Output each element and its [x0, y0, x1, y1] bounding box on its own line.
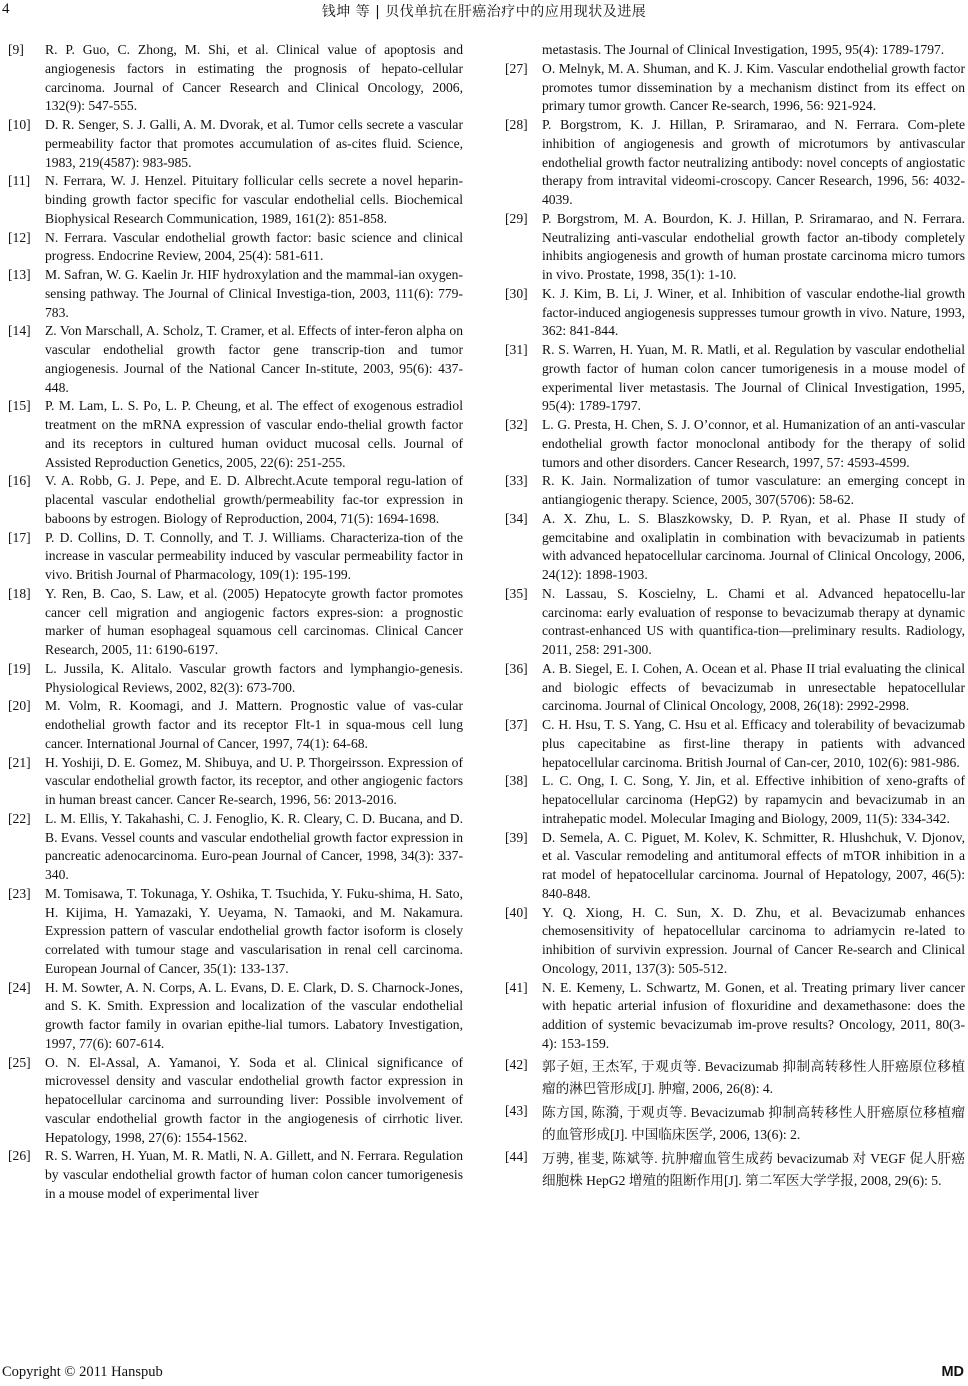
reference-number: [33]	[505, 473, 528, 489]
reference-number: [29]	[505, 210, 528, 226]
reference-item	[8, 229, 463, 267]
reference-number: [38]	[505, 773, 528, 789]
reference-item	[8, 660, 463, 698]
reference-text: K. J. Kim, B. Li, J. Winer, et al. Inhibition of vascular endothe-lial growth factor-induced angiogenesis suppresses tumour growth in vivo. Nature, 1993, 362: 841-844.	[542, 285, 965, 339]
reference-number: [43]	[505, 1102, 528, 1118]
reference-number: [15]	[8, 398, 31, 414]
reference-text: H. M. Sowter, A. N. Corps, A. L. Evans, D. E. Clark, D. S. Charnock-Jones, and S. K. Smith. Expression and localization of the vascular endothelial growth factor family in ovarian epithe-lial tumors. Labatory Investigation, 1997, 77(6): 607-614.	[45, 979, 463, 1051]
reference-item	[8, 697, 463, 753]
reference-text: H. Yoshiji, D. E. Gomez, M. Shibuya, and U. P. Thorgeirsson. Expression of vascular endothelial growth factor, its receptor, and other angiogenic factors in human breast cancer. Cancer Re-search, 1996, 56: 2013-2016.	[45, 754, 463, 807]
reference-item	[505, 716, 965, 772]
reference-number: [9]	[8, 42, 24, 57]
reference-text: P. M. Lam, L. S. Po, L. P. Cheung, et al. The effect of exogenous estradiol treatment on the mRNA expression of vascular endo-thelial growth factor and its receptors in cultured human oviduct mucosal cells. Journal of Assisted Reproduction Genetics, 2005, 22(6): 251-255.	[45, 398, 463, 470]
references-right-column	[505, 41, 965, 1192]
reference-text: metastasis. The Journal of Clinical Investigation, 1995, 95(4): 1789-1797.	[542, 42, 945, 57]
reference-item	[505, 1102, 965, 1146]
reference-number: [16]	[8, 473, 31, 489]
reference-number: [22]	[8, 810, 31, 826]
reference-text: Y. Q. Xiong, H. C. Sun, X. D. Zhu, et al. Bevacizumab enhances chemosensitivity of hepatocellular carcinoma to adriamycin re-lated to inhibition of survivin expression. Journal of Cancer Re-search and Clinical Oncology, 2011, 137(3): 505-512.	[542, 904, 965, 976]
reference-text: L. G. Presta, H. Chen, S. J. O’connor, et al. Humanization of an anti-vascular endothelial growth factor monoclonal antibody for the therapy of solid tumors and other disorders. Cancer Research, 1997, 57: 4593-4599.	[542, 417, 965, 470]
reference-number: [18]	[8, 585, 31, 601]
reference-text: M. Tomisawa, T. Tokunaga, Y. Oshika, T. Tsuchida, Y. Fuku-shima, H. Sato, H. Kijima, H. Yamazaki, Y. Ueyama, N. Tamaoki, and M. Nakamura. Expression pattern of vascular endothelial growth factor isoform is closely correlated with tumour stage and vascularisation in renal cell carcinoma. European Journal of Cancer, 35(1): 133-137.	[45, 885, 463, 976]
reference-item	[8, 979, 463, 1054]
reference-text: Y. Ren, B. Cao, S. Law, et al. (2005) Hepatocyte growth factor promotes cancer cell migration and angiogenic factors expres-sion: a prognostic marker of human esophageal squamous cell carcinomas. Clinical Cancer Research, 2005, 11: 6190-6197.	[45, 585, 463, 657]
reference-text: D. R. Senger, S. J. Galli, A. M. Dvorak, et al. Tumor cells secrete a vascular permeability factor that promotes accumulation of as-cites fluid. Science, 1983, 219(4587): 983-985.	[45, 117, 463, 170]
reference-number: [17]	[8, 529, 31, 545]
reference-item	[505, 472, 965, 510]
reference-text: P. Borgstrom, M. A. Bourdon, K. J. Hillan, P. Sriramarao, and N. Ferrara. Neutralizing anti-vascular endothelial growth factor an-tibody completely inhibits angiogenesis and growth of human prostate carcinoma micro tumors in vivo. Prostate, 1998, 35(1): 1-10.	[542, 210, 965, 282]
reference-text: N. Lassau, S. Koscielny, L. Chami et al. Advanced hepatocellu-lar carcinoma: early evaluation of response to bevacizumab therapy at dynamic contrast-enhanced US with quantifica-tion—preliminary results. Radiology, 2011, 258: 291-300.	[542, 585, 965, 657]
reference-item	[505, 210, 965, 285]
reference-item	[8, 1147, 463, 1203]
publisher-logo: MD	[941, 1364, 964, 1380]
reference-item	[505, 510, 965, 585]
reference-text: R. S. Warren, H. Yuan, M. R. Matli, et al. Regulation by vascular endothelial growth factor of human colon cancer tumorigenesis in a mouse model of experimental liver metastasis. The Journal of Clinical Investigation, 1995, 95(4): 1789-1797.	[542, 342, 965, 414]
reference-item	[8, 116, 463, 172]
reference-number: [34]	[505, 510, 528, 526]
reference-item	[8, 397, 463, 472]
running-title: 钱坤 等 | 贝伐单抗在肝癌治疗中的应用现状及进展	[321, 4, 647, 20]
reference-number: [32]	[505, 417, 528, 432]
reference-item	[8, 810, 463, 885]
reference-item	[8, 41, 463, 116]
reference-text: 郭子姮, 王杰军, 于观贞等. Bevacizumab 抑制高转移性人肝癌原位移植瘤的淋巴管形成[J]. 肿瘤, 2006, 26(8): 4.	[542, 1058, 965, 1096]
page-header	[0, 0, 968, 24]
reference-text: O. N. El-Assal, A. Yamanoi, Y. Soda et al. Clinical significance of microvessel density and vascular endothelial growth factor expression in hepatocellular carcinoma and surrounding liver: Possible involvement of vascular endothelial growth factor in the angiogenesis of cirrhotic liver. Hepatology, 1998, 27(6): 1554-1562.	[45, 1054, 463, 1145]
reference-item	[505, 41, 965, 60]
reference-number: [42]	[505, 1056, 528, 1072]
reference-item	[8, 885, 463, 979]
reference-number: [21]	[8, 754, 31, 770]
reference-text: L. M. Ellis, Y. Takahashi, C. J. Fenoglio, K. R. Cleary, C. D. Bucana, and D. B. Evans. Vessel counts and vascular endothelial growth factor expression in pancreatic adenocarcinoma. Euro-pean Journal of Cancer, 1998, 34(3): 337-340.	[45, 810, 463, 882]
reference-number: [19]	[8, 660, 31, 676]
reference-number: [24]	[8, 979, 31, 995]
reference-text: Z. Von Marschall, A. Scholz, T. Cramer, et al. Effects of inter-feron alpha on vascular endothelial growth factor gene transcrip-tion and tumor angiogenesis. Journal of the National Cancer In-stitute, 2003, 95(6): 437-448.	[45, 323, 463, 395]
reference-item	[505, 979, 965, 1054]
reference-item	[505, 772, 965, 828]
reference-number: [44]	[505, 1148, 528, 1164]
reference-number: [30]	[505, 285, 528, 301]
reference-number: [27]	[505, 60, 528, 76]
reference-item	[505, 660, 965, 716]
reference-number: [37]	[505, 717, 528, 732]
reference-number: [40]	[505, 904, 528, 920]
reference-number: [35]	[505, 585, 528, 601]
reference-item	[505, 416, 965, 472]
reference-number: [20]	[8, 698, 31, 714]
reference-text: P. Borgstrom, K. J. Hillan, P. Sriramarao, and N. Ferrara. Com-plete inhibition of angiogenesis and growth of microtumors by antivascular endothelial growth factor neutralizing antibody: novel concepts of angiostatic therapy from intravital videomi-croscopy. Cancer Research, 1996, 56: 4032-4039.	[542, 117, 965, 207]
reference-item	[8, 172, 463, 228]
reference-item	[505, 116, 965, 210]
reference-number: [23]	[8, 885, 31, 901]
reference-number: [11]	[8, 173, 31, 189]
reference-number: [28]	[505, 117, 528, 132]
reference-item	[8, 585, 463, 660]
page-number: 4	[2, 1, 10, 17]
reference-text: D. Semela, A. C. Piguet, M. Kolev, K. Schmitter, R. Hlushchuk, V. Djonov, et al. Vascular remodeling and antitumoral effects of mTOR inhibition in a rat model of hepatocellular carcinoma. Journal of Hepatology, 2007, 46(5): 840-848.	[542, 829, 965, 901]
reference-item	[505, 1148, 965, 1192]
reference-text: N. Ferrara, W. J. Henzel. Pituitary follicular cells secrete a novel heparin-binding growth factor specific for vascular endothelial cells. Biochemical Biophysical Research Communication, 1989, 161(2): 851-858.	[45, 173, 463, 226]
reference-text: O. Melnyk, M. A. Shuman, and K. J. Kim. Vascular endothelial growth factor promotes tumor dissemination by a mechanism distinct from its effect on primary tumor growth. Cancer Re-search, 1996, 56: 921-924.	[542, 60, 965, 114]
reference-text: L. Jussila, K. Alitalo. Vascular growth factors and lymphangio-genesis. Physiological Reviews, 2002, 82(3): 673-700.	[45, 660, 463, 695]
reference-text: C. H. Hsu, T. S. Yang, C. Hsu et al. Efficacy and tolerability of bevacizumab plus capecitabine as first-line therapy in patients with advanced hepatocellular carcinoma. British Journal of Can-cer, 2010, 102(6): 981-986.	[542, 717, 965, 770]
reference-item	[8, 266, 463, 322]
reference-text: 陈方国, 陈漪, 于观贞等. Bevacizumab 抑制高转移性人肝癌原位移植瘤的血管形成[J]. 中国临床医学, 2006, 13(6): 2.	[542, 1104, 965, 1142]
reference-item	[8, 472, 463, 528]
reference-text: N. Ferrara. Vascular endothelial growth factor: basic science and clinical progress. Endocrine Review, 2004, 25(4): 581-611.	[45, 229, 463, 264]
reference-item	[505, 904, 965, 979]
reference-item	[505, 285, 965, 341]
reference-number: [12]	[8, 229, 31, 245]
reference-item	[505, 585, 965, 660]
reference-text: R. K. Jain. Normalization of tumor vasculature: an emerging concept in antiangiogenic therapy. Science, 2005, 307(5706): 58-62.	[542, 473, 965, 507]
reference-item	[505, 1056, 965, 1100]
reference-text: R. S. Warren, H. Yuan, M. R. Matli, N. A. Gillett, and N. Ferrara. Regulation by vascular endothelial growth factor of human colon cancer tumorigenesis in a mouse model of experimental liver	[45, 1148, 463, 1201]
reference-text: A. B. Siegel, E. I. Cohen, A. Ocean et al. Phase II trial evaluating the clinical and biologic effects of bevacizumab in unresectable hepatocellular carcinoma. Journal of Clinical Oncology, 2008, 26(18): 2992-2998.	[542, 660, 965, 714]
reference-text: M. Safran, W. G. Kaelin Jr. HIF hydroxylation and the mammal-ian oxygen-sensing pathway. The Journal of Clinical Investiga-tion, 2003, 111(6): 779-783.	[45, 267, 463, 320]
reference-item	[505, 60, 965, 116]
reference-number: [31]	[505, 342, 528, 357]
reference-number: [26]	[8, 1148, 31, 1164]
reference-number: [36]	[505, 660, 528, 676]
reference-item	[505, 829, 965, 904]
reference-text: L. C. Ong, I. C. Song, Y. Jin, et al. Effective inhibition of xeno-grafts of hepatocellular carcinoma (HepG2) by rapamycin and bevacizumab in an intrahepatic model. Molecular Imaging and Biology, 2009, 11(5): 334-342.	[542, 773, 965, 826]
reference-text: R. P. Guo, C. Zhong, M. Shi, et al. Clinical value of apoptosis and angiogenesis factors in estimating the prognosis of hepato-cellular carcinoma. Journal of Cancer Research and Clinical Oncology, 2006, 132(9): 547-555.	[45, 42, 463, 114]
reference-text: N. E. Kemeny, L. Schwartz, M. Gonen, et al. Treating primary liver cancer with hepatic arterial infusion of floxuridine and dexamethasone: does the addition of systemic bevacizumab im-prove results? Oncology, 2011, 80(3-4): 153-159.	[542, 979, 965, 1051]
reference-number: [14]	[8, 323, 31, 339]
reference-number: [39]	[505, 829, 528, 845]
reference-text: P. D. Collins, D. T. Connolly, and T. J. Williams. Characteriza-tion of the increase in vascular permeability induced by vascular permeability factor in vivo. British Journal of Pharmacology, 109(1): 195-199.	[45, 529, 463, 582]
reference-item	[8, 754, 463, 810]
reference-number: [25]	[8, 1054, 31, 1070]
reference-number: [13]	[8, 267, 31, 282]
reference-text: M. Volm, R. Koomagi, and J. Mattern. Prognostic value of vas-cular endothelial growth factor and its receptor Flt-1 in squa-mous cell lung cancer. International Journal of Cancer, 1997, 74(1): 64-68.	[45, 698, 463, 751]
reference-item	[8, 529, 463, 585]
reference-item	[505, 341, 965, 416]
copyright-footer: Copyright © 2011 Hanspub	[2, 1364, 163, 1380]
reference-text: 万骋, 崔斐, 陈斌等. 抗肿瘤血管生成药 bevacizumab 对 VEGF 促人肝癌细胞株 HepG2 增殖的阻断作用[J]. 第二军医大学学报, 2008, 29(6): 5.	[542, 1150, 965, 1188]
reference-item	[8, 322, 463, 397]
reference-number: [10]	[8, 117, 31, 132]
reference-item	[8, 1054, 463, 1148]
reference-text: V. A. Robb, G. J. Pepe, and E. D. Albrecht.Acute temporal regu-lation of placental vascular endothelial growth/permeability fac-tor expression in baboons by estrogen. Biology of Reproduction, 2004, 71(5): 1694-1698.	[45, 473, 463, 526]
reference-number: [41]	[505, 979, 528, 995]
reference-text: A. X. Zhu, L. S. Blaszkowsky, D. P. Ryan, et al. Phase II study of gemcitabine and oxaliplatin in combination with bevacizumab in patients with advanced hepatocellular carcinoma. Journal of Clinical Oncology, 2006, 24(12): 1898-1903.	[542, 510, 965, 582]
references-left-column	[8, 41, 463, 1204]
